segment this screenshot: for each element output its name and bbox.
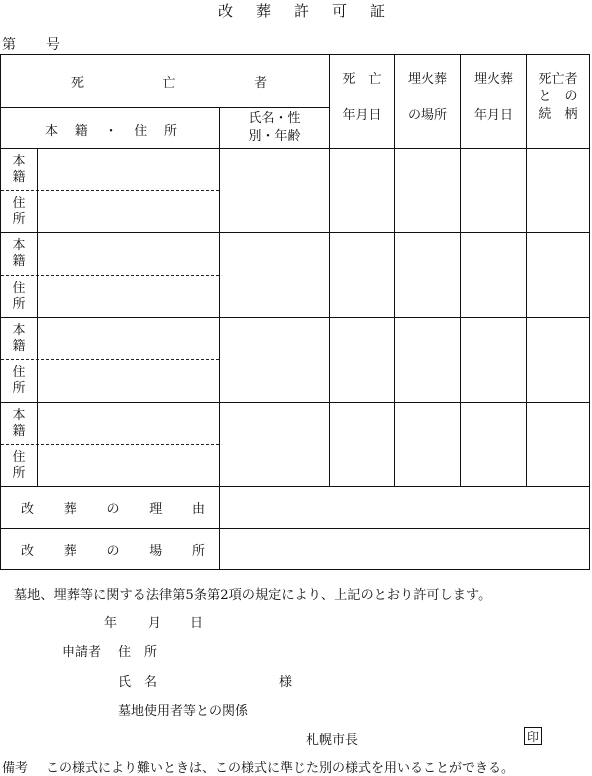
label-domicile-char: 本	[12, 238, 26, 253]
place-label-char: の	[106, 543, 120, 559]
place-label-char: 所	[191, 543, 205, 559]
reason-label-char: 葬	[63, 502, 77, 517]
title-char: 可	[332, 2, 348, 20]
label-domicile	[11, 238, 27, 270]
label-address-char: 住	[12, 281, 26, 296]
note-label: 備考	[2, 761, 29, 776]
doc-number-suffix: 号	[46, 37, 60, 53]
title-char: 証	[370, 2, 386, 20]
reason-label-char: 由	[191, 502, 205, 517]
label-domicile-char: 籍	[12, 254, 26, 269]
label-address	[11, 196, 27, 228]
note-text: この様式により難いときは、この様式に準じた別の様式を用いることができる。	[46, 761, 515, 776]
header-burial-place-line2: の場所	[407, 108, 447, 123]
header-relation-line2: と の	[538, 89, 578, 104]
reason-label	[21, 487, 205, 528]
header-death-line1: 死 亡	[342, 72, 382, 87]
label-address-char: 所	[12, 297, 26, 312]
header-char: 住	[134, 123, 148, 139]
header-char: ・	[104, 123, 118, 139]
date-day-label: 日	[190, 616, 204, 631]
label-address	[11, 281, 27, 313]
document-number	[2, 34, 60, 54]
header-death-line2: 年月日	[342, 108, 382, 123]
label-address-char: 住	[12, 196, 26, 211]
header-burial-date-line1: 埋火葬	[473, 72, 513, 87]
label-domicile-char: 籍	[12, 424, 26, 439]
date-year-label: 年	[104, 616, 118, 631]
header-burial-place-line1: 埋火葬	[407, 72, 447, 87]
doc-number-prefix: 第	[2, 37, 16, 53]
header-char: 本	[45, 123, 59, 139]
label-domicile-char: 本	[12, 408, 26, 423]
header-death-date	[330, 55, 394, 148]
seal-char: 印	[526, 729, 539, 744]
label-domicile	[11, 154, 27, 186]
header-burial-date	[461, 55, 526, 148]
place-label-char: 葬	[63, 543, 77, 559]
title-char: 葬	[256, 2, 272, 20]
label-domicile-char: 本	[12, 154, 26, 169]
label-domicile	[11, 408, 27, 440]
permit-statement: 墓地、埋葬等に関する法律第5条第2項の規定により、上記のとおり許可します。	[14, 588, 492, 603]
header-deceased-char: 死	[71, 75, 85, 91]
label-address-char: 所	[12, 466, 26, 481]
reason-label-char: 改	[21, 502, 35, 517]
label-domicile-char: 本	[12, 323, 26, 338]
header-deceased-char: 者	[253, 75, 267, 91]
applicant-label: 申請者	[62, 645, 102, 660]
header-burial-date-line2: 年月日	[473, 108, 513, 123]
header-name-line2: 別・年齢	[248, 129, 301, 144]
page-title	[218, 0, 418, 21]
header-burial-place	[395, 55, 460, 148]
title-char: 許	[294, 2, 310, 20]
reason-label-char: 理	[149, 502, 163, 517]
header-relation-line1: 死亡者	[538, 72, 578, 87]
place-label	[21, 529, 205, 569]
header-char: 所	[163, 123, 177, 139]
place-label-char: 場	[149, 543, 163, 559]
header-deceased	[71, 69, 267, 93]
date-line	[104, 612, 203, 631]
applicant-address-label: 住 所	[118, 645, 158, 660]
label-address-char: 所	[12, 381, 26, 396]
header-name-sex-age	[220, 108, 329, 148]
permit-table	[0, 54, 590, 570]
label-address	[11, 450, 27, 482]
label-domicile-char: 籍	[12, 339, 26, 354]
label-address	[11, 365, 27, 397]
label-address-char: 所	[12, 212, 26, 227]
label-domicile	[11, 323, 27, 355]
mayor-label: 札幌市長	[306, 733, 359, 748]
header-deceased-char: 亡	[162, 75, 176, 91]
header-relation	[527, 55, 589, 148]
reason-label-char: の	[106, 502, 120, 517]
seal-stamp-box	[524, 727, 542, 745]
header-char: 籍	[74, 123, 88, 139]
applicant-name-label: 氏 名	[118, 675, 158, 690]
title-char: 改	[218, 2, 234, 20]
header-name-line1: 氏名・性	[248, 111, 301, 126]
label-address-char: 住	[12, 450, 26, 465]
label-domicile-char: 籍	[12, 170, 26, 185]
date-month-label: 月	[148, 616, 162, 631]
header-relation-line3: 続 柄	[538, 107, 578, 122]
header-domicile-address	[45, 117, 177, 141]
place-label-char: 改	[21, 543, 35, 559]
relation-label: 墓地使用者等との関係	[118, 704, 249, 719]
applicant-honorific: 様	[279, 675, 293, 690]
label-address-char: 住	[12, 365, 26, 380]
